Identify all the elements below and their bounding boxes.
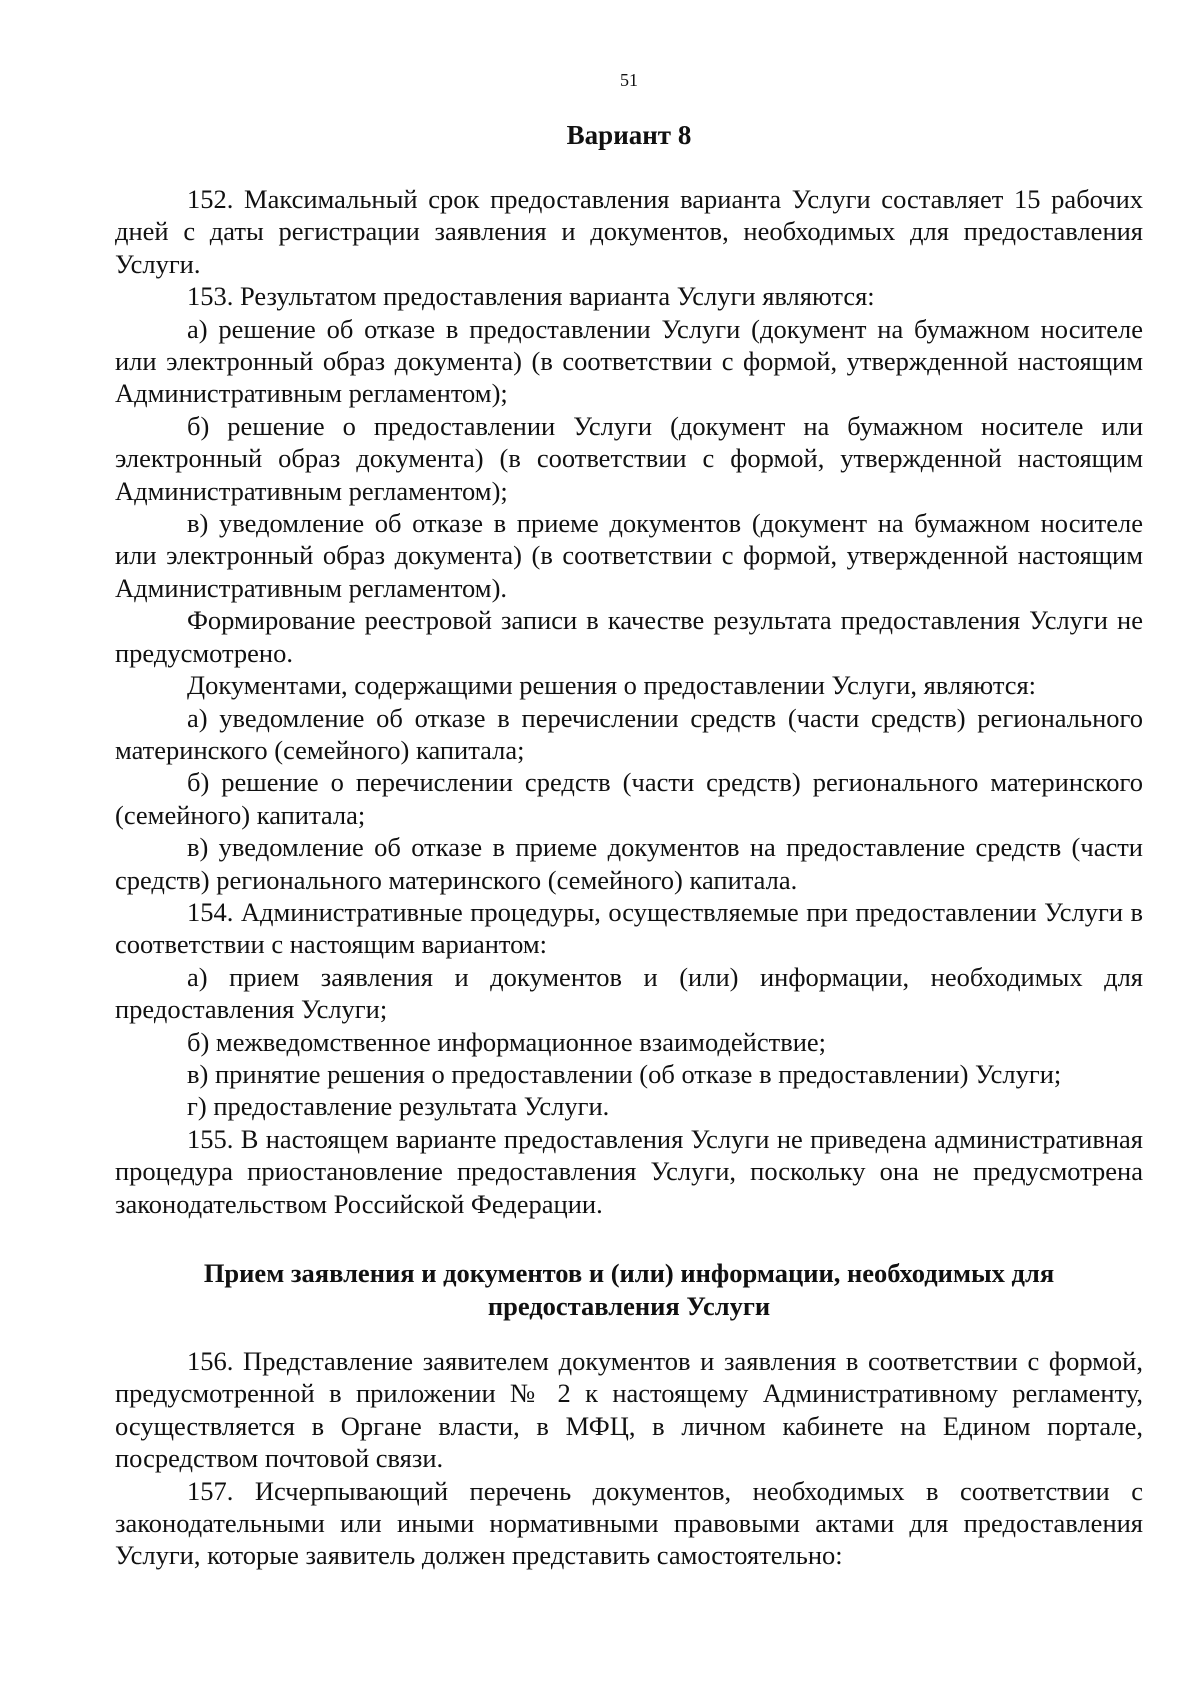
- page-number: 51: [620, 70, 638, 90]
- list-item-154-g: г) предоставление результата Услуги.: [187, 1091, 610, 1122]
- body-text-part2: [115, 1345, 1143, 1572]
- section-heading: [115, 1257, 1143, 1323]
- variant-heading: Вариант 8: [566, 120, 692, 150]
- section-heading-line1: Прием заявления и документов и (или) информации, необходимых для: [203, 1258, 1055, 1288]
- list-item-153-b: б) решение о предоставлении Услуги (документ на бумажном носителе или электронный образ документа) (в соответствии с формой, утвержденной настоящим Административным регламентом);: [115, 410, 1143, 506]
- paragraph-registry-record: Формирование реестровой записи в качестве результата предоставления Услуги не предусмотрено.: [115, 605, 1143, 668]
- paragraph-decision-documents: Документами, содержащими решения о предоставлении Услуги, являются:: [187, 670, 1037, 701]
- list-item-decision-v: в) уведомление об отказе в приеме документов на предоставление средств (части средств) регионального материнского (семейного) капитала.: [115, 832, 1143, 895]
- body-text-part1: [115, 183, 1143, 1220]
- section-heading-line2: предоставления Услуги: [487, 1291, 771, 1321]
- list-item-decision-a: а) уведомление об отказе в перечислении средств (части средств) регионального материнского (семейного) капитала;: [115, 702, 1143, 765]
- paragraph-156: 156. Представление заявителем документов и заявления в соответствии с формой, предусмотренной в приложении № 2 к настоящему Административному регламенту, осуществляется в Органе власти, в МФЦ, в личном кабинете на Едином портале, посредством почтовой связи.: [115, 1346, 1143, 1474]
- list-item-154-a: а) прием заявления и документов и (или) информации, необходимых для предоставления Услуги;: [115, 961, 1143, 1025]
- list-item-153-v: в) уведомление об отказе в приеме документов (документ на бумажном носителе или электронный образ документа) (в соответствии с формой, утвержденной настоящим Административным регламентом).: [115, 508, 1143, 603]
- list-item-153-a: а) решение об отказе в предоставлении Услуги (документ на бумажном носителе или электронный образ документа) (в соответствии с формой, утвержденной настоящим Административным регламентом);: [115, 313, 1143, 409]
- paragraph-155: 155. В настоящем варианте предоставления Услуги не приведена административная процедура приостановление предоставления Услуги, поскольку она не предусмотрена законодательством Российской Федерации.: [115, 1123, 1143, 1219]
- list-item-154-v: в) принятие решения о предоставлении (об отказе в предоставлении) Услуги;: [187, 1058, 1062, 1089]
- list-item-decision-b: б) решение о перечислении средств (части средств) регионального материнского (семейного) капитала;: [115, 767, 1143, 830]
- paragraph-152: 152. Максимальный срок предоставления варианта Услуги составляет 15 рабочих дней с даты регистрации заявления и документов, необходимых для предоставления Услуги.: [115, 184, 1143, 279]
- paragraph-157: 157. Исчерпывающий перечень документов, необходимых в соответствии с законодательными или иными нормативными правовыми актами для предоставления Услуги, которые заявитель должен представить самостоятельно:: [115, 1475, 1143, 1571]
- paragraph-153: 153. Результатом предоставления варианта Услуги являются:: [187, 281, 875, 312]
- list-item-154-b: б) межведомственное информационное взаимодействие;: [187, 1026, 827, 1057]
- paragraph-154: 154. Административные процедуры, осуществляемые при предоставлении Услуги в соответствии с настоящим вариантом:: [115, 896, 1143, 960]
